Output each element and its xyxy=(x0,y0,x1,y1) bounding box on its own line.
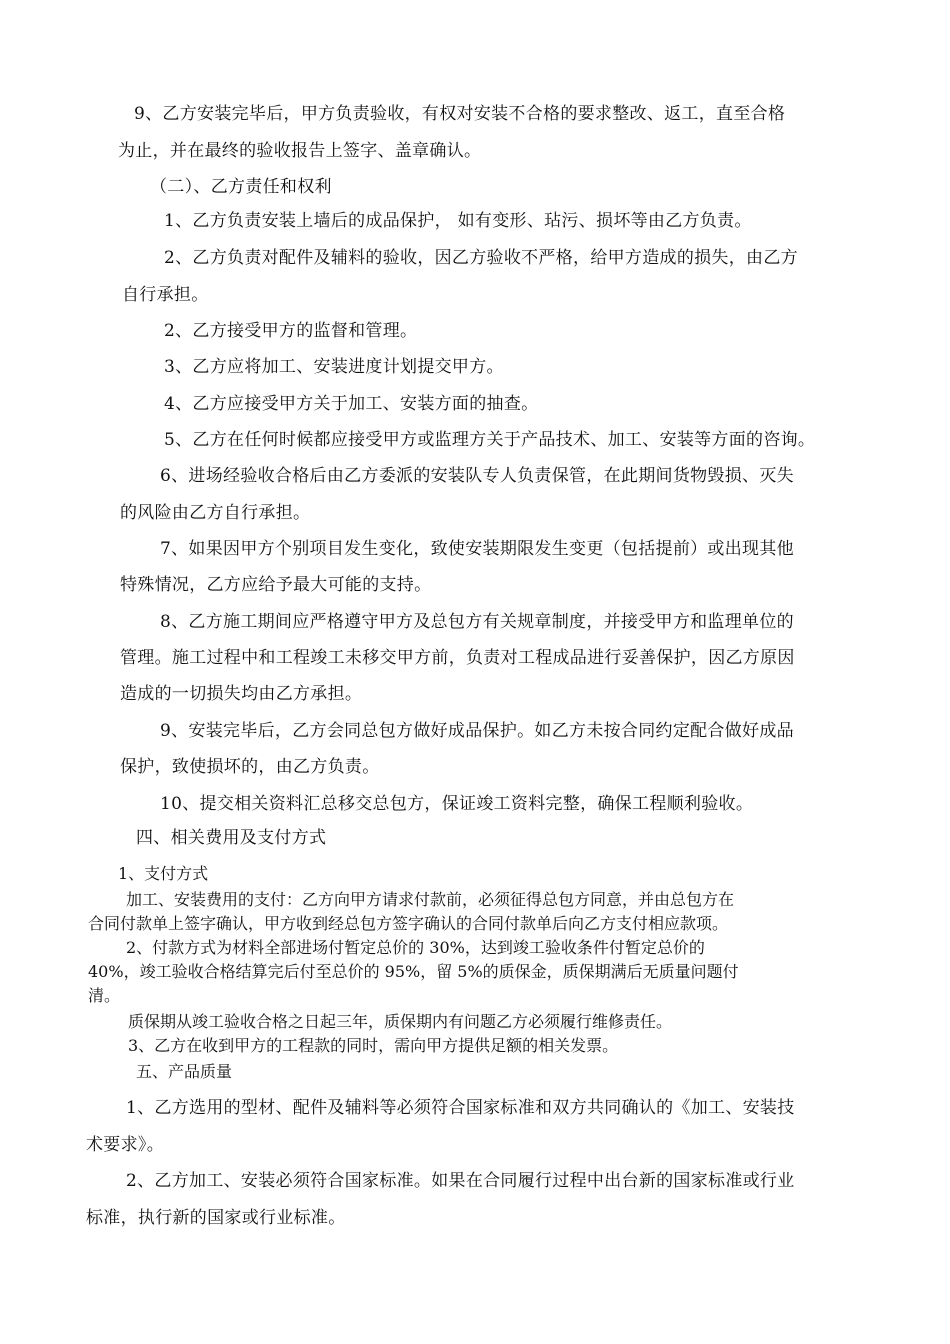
paragraph-line: 2、付款方式为材料全部进场付暂定总价的 30%，达到竣工验收条件付暂定总价的 xyxy=(126,938,705,957)
section-heading: 五、产品质量 xyxy=(136,1062,233,1081)
paragraph-line: 合同付款单上签字确认，甲方收到经总包方签字确认的合同付款单后向乙方支付相应款项。 xyxy=(88,914,729,933)
paragraph-line: 6、进场经验收合格后由乙方委派的安装队专人负责保管，在此期间货物毁损、灭失 xyxy=(160,466,794,486)
paragraph-line: 自行承担。 xyxy=(122,285,209,305)
paragraph-line: 5、乙方在任何时候都应接受甲方或监理方关于产品技术、加工、安装等方面的咨询。 xyxy=(164,430,816,450)
paragraph-line: 管理。施工过程中和工程竣工未移交甲方前，负责对工程成品进行妥善保护，因乙方原因 xyxy=(120,648,795,668)
paragraph-line: 标准，执行新的国家或行业标准。 xyxy=(86,1208,346,1228)
paragraph-line: 9、安装完毕后，乙方会同总包方做好成品保护。如乙方未按合同约定配合做好成品 xyxy=(160,721,794,741)
paragraph-line: 40%，竣工验收合格结算完后付至总价的 95%，留 5%的质保金，质保期满后无质量问题付 xyxy=(88,962,739,981)
paragraph-line: 2、乙方负责对配件及辅料的验收，因乙方验收不严格，给甲方造成的损失，由乙方 xyxy=(164,248,798,268)
paragraph-line: 2、乙方接受甲方的监督和管理。 xyxy=(164,321,418,341)
paragraph-line: 造成的一切损失均由乙方承担。 xyxy=(120,684,363,704)
paragraph-line: 2、乙方加工、安装必须符合国家标准。如果在合同履行过程中出台新的国家标准或行业 xyxy=(126,1171,795,1191)
paragraph-line: 3、乙方应将加工、安装进度计划提交甲方。 xyxy=(164,357,504,377)
paragraph-line: 术要求》。 xyxy=(86,1135,164,1155)
paragraph-line: 清。 xyxy=(88,986,121,1005)
section-heading: 四、相关费用及支付方式 xyxy=(136,828,327,848)
paragraph-line: 加工、安装费用的支付：乙方向甲方请求付款前，必须征得总包方同意，并由总包方在 xyxy=(126,890,735,909)
paragraph-line: 质保期从竣工验收合格之日起三年，质保期内有问题乙方必须履行维修责任。 xyxy=(128,1012,673,1031)
paragraph-line: 3、乙方在收到甲方的工程款的同时，需向甲方提供足额的相关发票。 xyxy=(128,1036,619,1055)
paragraph-line: 10、提交相关资料汇总移交总包方，保证竣工资料完整，确保工程顺利验收。 xyxy=(160,794,754,814)
paragraph-line: 保护，致使损坏的，由乙方负责。 xyxy=(120,757,380,777)
paragraph-line: 7、如果因甲方个别项目发生变化，致使安装期限发生变更（包括提前）或出现其他 xyxy=(160,539,794,559)
paragraph-line: 8、乙方施工期间应严格遵守甲方及总包方有关规章制度，并接受甲方和监理单位的 xyxy=(160,612,794,632)
section-heading: （二）、乙方责任和权利 xyxy=(150,177,332,197)
paragraph-line: 1、乙方负责安装上墙后的成品保护， 如有变形、玷污、损坏等由乙方负责。 xyxy=(164,211,752,231)
paragraph-line: 为止，并在最终的验收报告上签字、盖章确认。 xyxy=(118,141,482,161)
paragraph-line: 特殊情况，乙方应给予最大可能的支持。 xyxy=(120,575,432,595)
paragraph-line: 1、乙方选用的型材、配件及辅料等必须符合国家标准和双方共同确认的《加工、安装技 xyxy=(126,1098,795,1118)
paragraph-line: 的风险由乙方自行承担。 xyxy=(120,503,311,523)
paragraph-line: 4、乙方应接受甲方关于加工、安装方面的抽查。 xyxy=(164,394,539,414)
paragraph-line: 9、乙方安装完毕后，甲方负责验收，有权对安装不合格的要求整改、返工，直至合格 xyxy=(134,104,786,124)
subsection-heading: 1、支付方式 xyxy=(118,864,209,883)
